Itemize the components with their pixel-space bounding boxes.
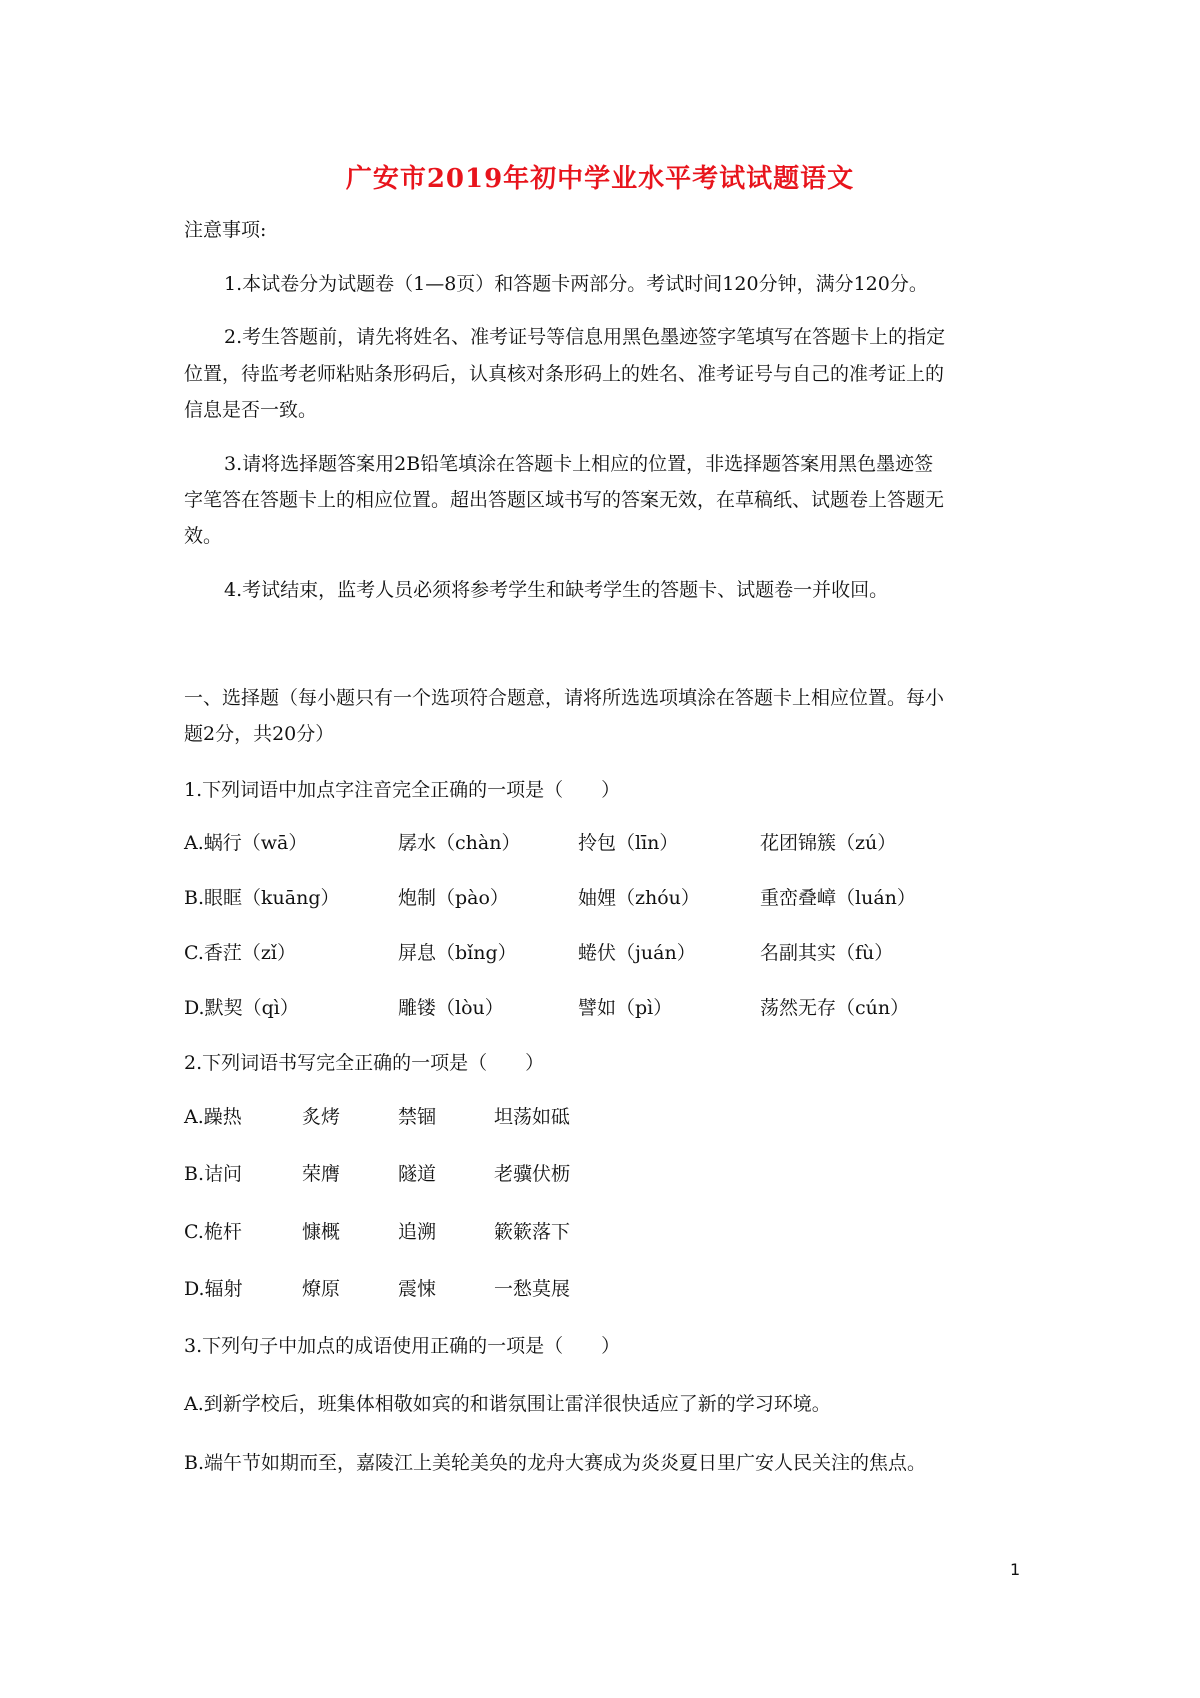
section1-heading-line-2: 题2分，共20分） — [184, 723, 335, 745]
q2-b-3: 隧道 — [398, 1163, 437, 1185]
q2-b-2: 荣膺 — [302, 1163, 341, 1185]
q2-a-2: 炙烤 — [302, 1106, 341, 1128]
q1-a-2: 孱水（chàn） — [398, 832, 521, 854]
q1-c-3: 蜷伏（juán） — [578, 942, 696, 964]
exam-title: 广安市2019年初中学业水平考试试题语文 — [345, 164, 855, 194]
q2-a-4: 坦荡如砥 — [494, 1106, 571, 1128]
notice-item-2-line-3: 信息是否一致。 — [184, 399, 318, 421]
notice-item-3-line-1: 3.请将选择题答案用2B铅笔填涂在答题卡上相应的位置，非选择题答案用黑色墨迹签 — [224, 453, 934, 475]
notice-item-4: 4.考试结束，监考人员必须将参考学生和缺考学生的答题卡、试题卷一并收回。 — [224, 579, 889, 601]
notice-item-3-line-2: 字笔答在答题卡上的相应位置。超出答题区域书写的答案无效，在草稿纸、试题卷上答题无 — [184, 489, 945, 511]
q1-a-3: 拎包（līn） — [578, 832, 679, 854]
q3-option-b: B.端午节如期而至，嘉陵江上美轮美奂的龙舟大赛成为炎炎夏日里广安人民关注的焦点。 — [184, 1452, 927, 1474]
q1-d-2: 雕镂（lòu） — [398, 997, 504, 1019]
q2-c-2: 慷概 — [302, 1221, 341, 1243]
q2-a-1: A.躁热 — [184, 1106, 242, 1128]
q2-c-4: 簌簌落下 — [494, 1221, 571, 1243]
q1-c-4: 名副其实（fù） — [760, 942, 894, 964]
q3-stem: 3.下列句子中加点的成语使用正确的一项是（ ） — [184, 1335, 621, 1357]
q1-stem: 1.下列词语中加点字注音完全正确的一项是（ ） — [184, 779, 621, 801]
q1-d-3: 譬如（pì） — [578, 997, 673, 1019]
q3-option-a: A.到新学校后，班集体相敬如宾的和谐氛围让雷洋很快适应了新的学习环境。 — [184, 1393, 831, 1415]
q1-b-1: B.眼眶（kuāng） — [184, 887, 340, 909]
page-number: 1 — [1010, 1560, 1021, 1579]
q2-a-3: 禁锢 — [398, 1106, 437, 1128]
q2-d-2: 燎原 — [302, 1278, 341, 1300]
q2-stem: 2.下列词语书写完全正确的一项是（ ） — [184, 1052, 545, 1074]
q1-c-1: C.香茳（zǐ） — [184, 942, 296, 964]
q2-d-4: 一愁莫展 — [494, 1278, 571, 1300]
q1-d-1: D.默契（qì） — [184, 997, 299, 1019]
notice-heading: 注意事项: — [184, 219, 267, 241]
q2-b-4: 老骥伏枥 — [494, 1163, 571, 1185]
q2-d-3: 震悚 — [398, 1278, 437, 1300]
q2-c-1: C.桅杆 — [184, 1221, 242, 1243]
q1-b-2: 炮制（pào） — [398, 887, 509, 909]
notice-item-2-line-1: 2.考生答题前，请先将姓名、准考证号等信息用黑色墨迹签字笔填写在答题卡上的指定 — [224, 326, 946, 348]
q1-c-2: 屏息（bǐng） — [398, 942, 517, 964]
notice-item-1: 1.本试卷分为试题卷（1—8页）和答题卡两部分。考试时间120分钟，满分120分。 — [224, 273, 928, 295]
notice-item-2-line-2: 位置，待监考老师粘贴条形码后，认真核对条形码上的姓名、准考证号与自己的准考证上的 — [184, 363, 945, 385]
q1-a-4: 花团锦簇（zú） — [760, 832, 897, 854]
q1-b-4: 重峦叠嶂（luán） — [760, 887, 916, 909]
q1-b-3: 妯娌（zhóu） — [578, 887, 700, 909]
section1-heading-line-1: 一、选择题（每小题只有一个选项符合题意，请将所选选项填涂在答题卡上相应位置。每小 — [184, 687, 945, 709]
q2-c-3: 追溯 — [398, 1221, 437, 1243]
q1-d-4: 荡然无存（cún） — [760, 997, 910, 1019]
notice-item-3-line-3: 效。 — [184, 525, 223, 547]
q1-a-1: A.蜗行（wā） — [184, 832, 308, 854]
q2-b-1: B.诘问 — [184, 1163, 243, 1185]
q2-d-1: D.辐射 — [184, 1278, 243, 1300]
